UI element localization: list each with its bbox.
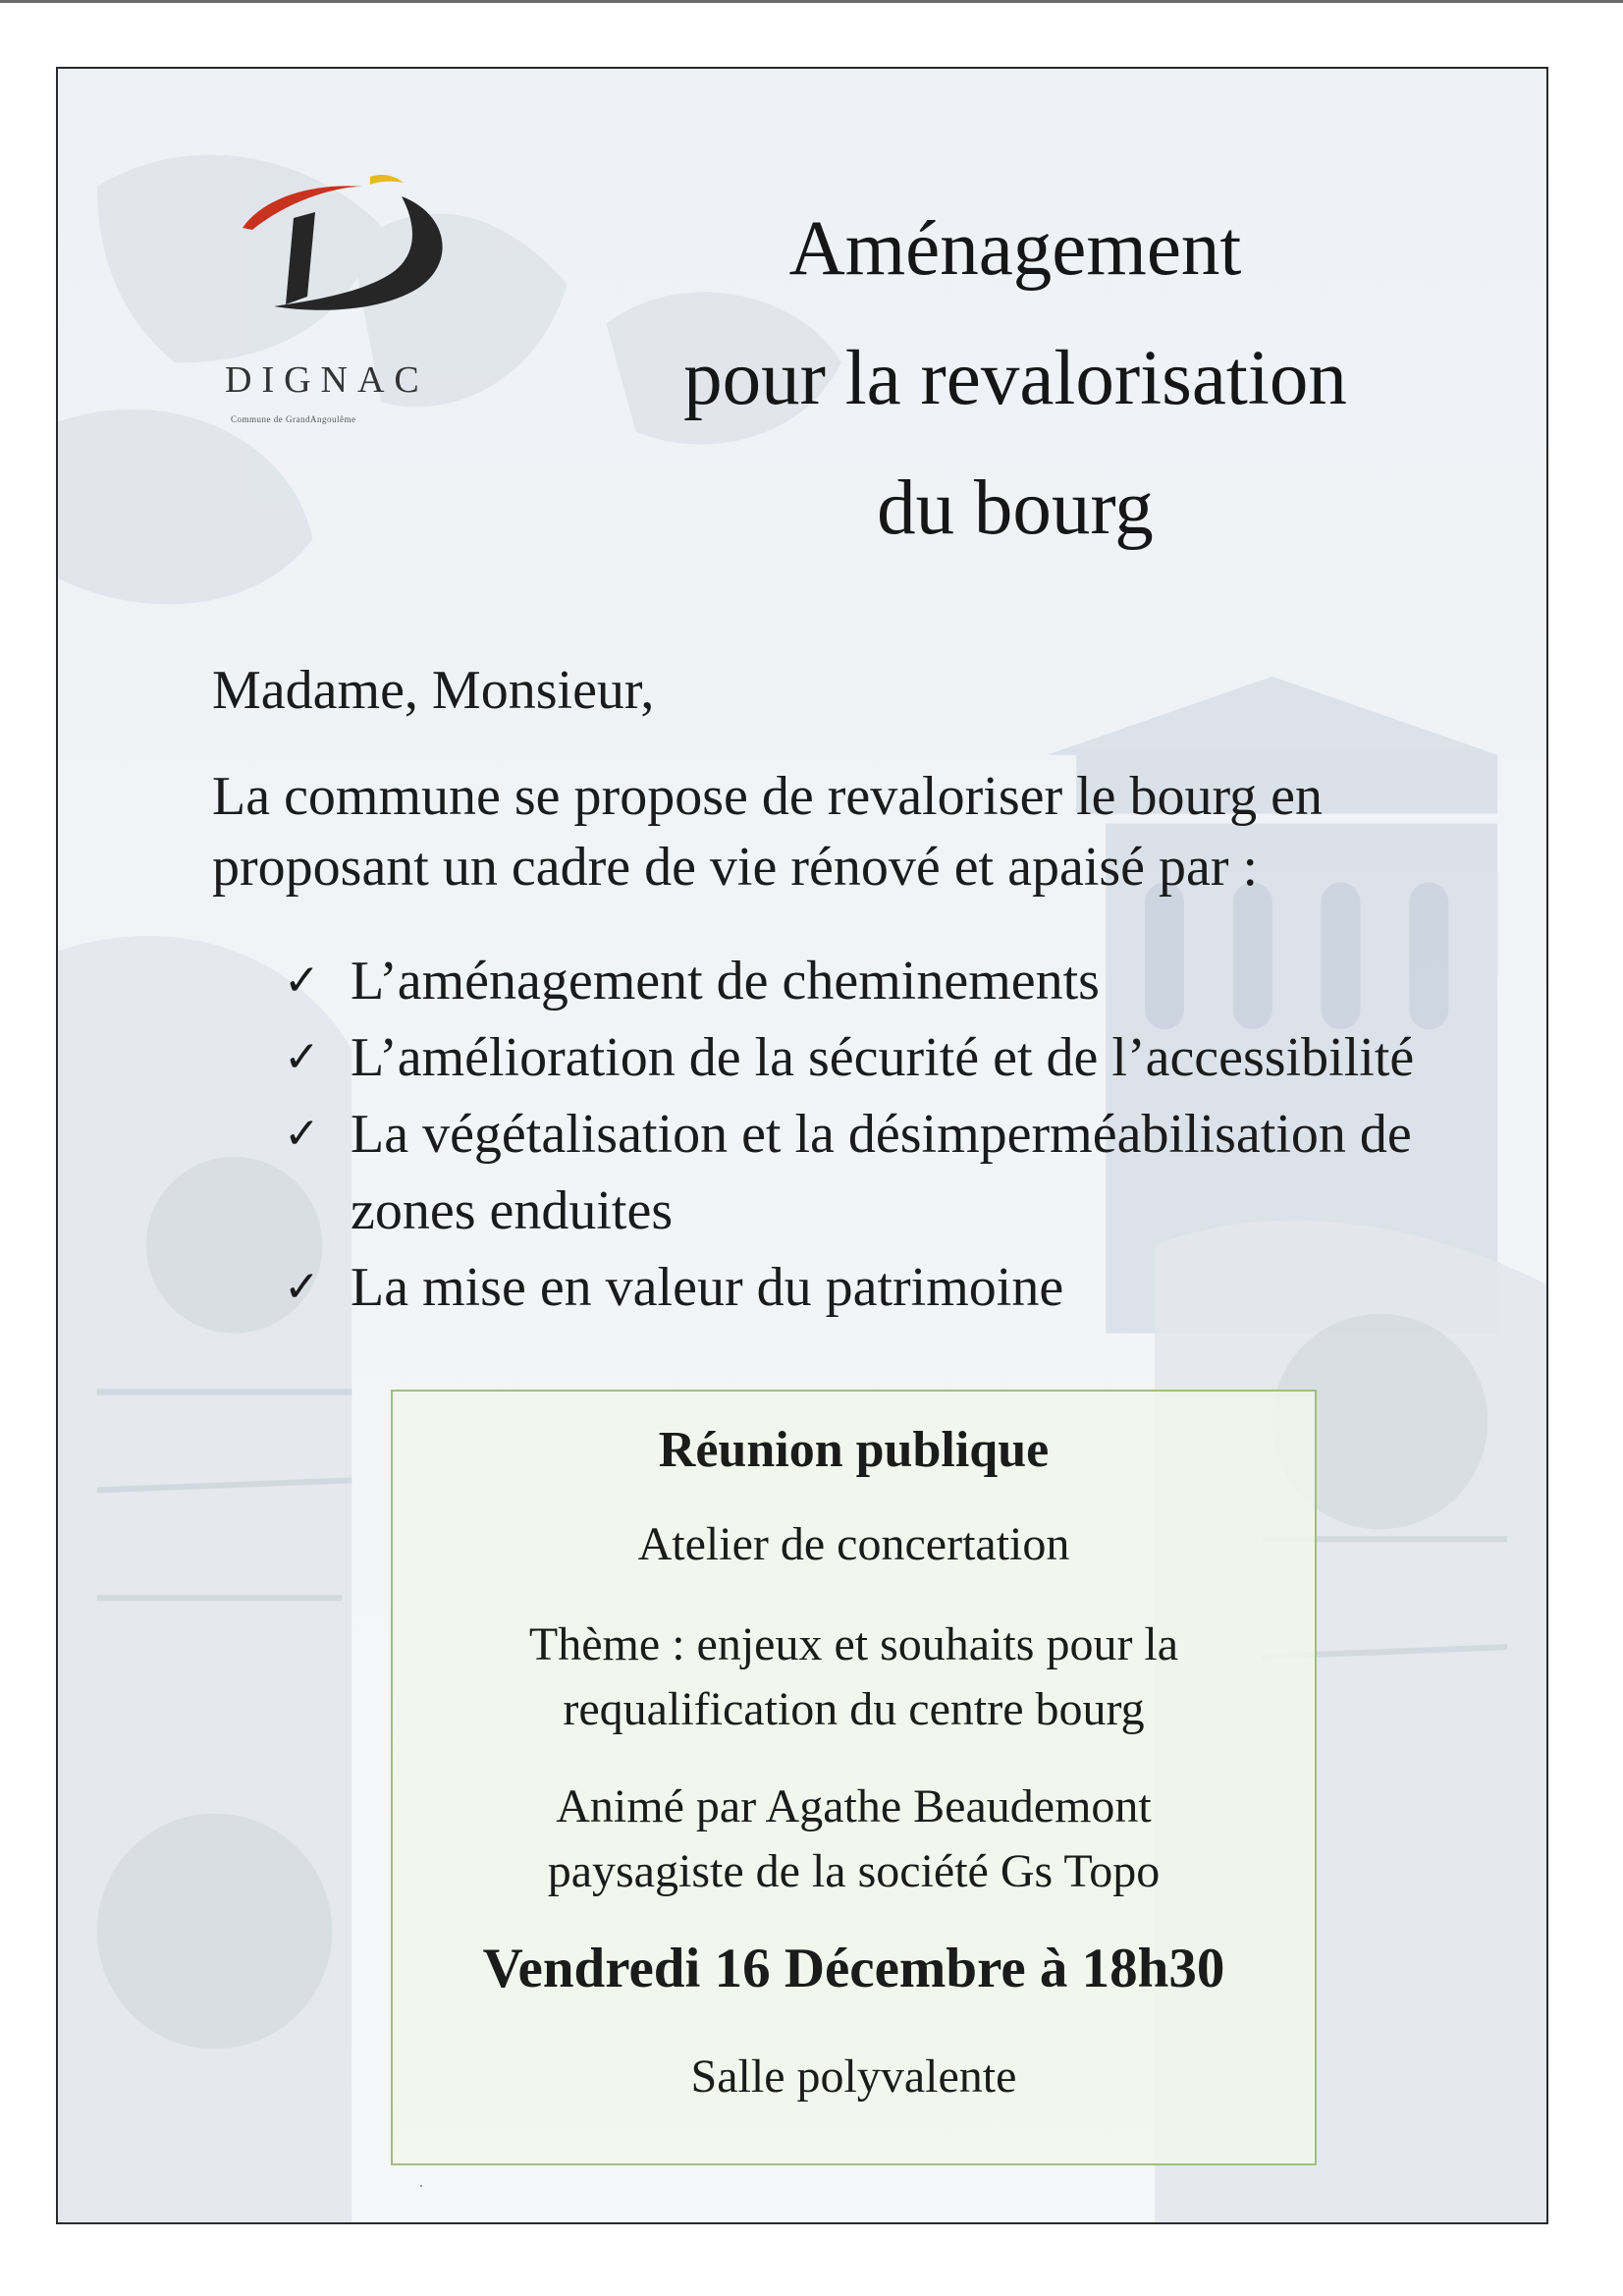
list-item [284,943,1548,1019]
list-item-text-continued: zones enduites [351,1180,674,1241]
flyer-title [529,185,1501,574]
meeting-subtitle: Atelier de concertation [637,1518,1070,1570]
list-item [284,1249,1548,1326]
scan-speck [420,2185,422,2187]
list-item-text: L’aménagement de cheminements [351,951,1100,1011]
title-line-2: pour la revalorisation [683,336,1347,421]
flyer-frame [56,67,1548,2224]
list-item-text: L’amélioration de la sécurité et de l’accessibilité [351,1027,1415,1088]
meeting-theme [393,1613,1315,1742]
list-item-text: La mise en valeur du patrimoine [351,1257,1064,1318]
list-item [284,1019,1548,1096]
checkmark-icon: ✓ [284,1109,320,1159]
meeting-date: Vendredi 16 Décembre à 18h30 [482,1938,1225,1999]
intro-line-2: proposant un cadre de vie rénové et apaisé par : [212,837,1259,898]
intro-line-1: La commune se propose de revaloriser le bourg en [212,766,1324,827]
improvement-list [284,943,1548,1326]
logo-wordmark: DIGNAC [225,359,429,401]
dignac-emblem-icon [225,157,470,354]
meeting-theme-line-1: Thème : enjeux et souhaits pour la [528,1618,1179,1670]
greeting: Madame, Monsieur, [212,660,655,721]
title-line-3: du bourg [877,465,1154,551]
list-item [284,1096,1548,1249]
checkmark-icon: ✓ [284,1262,320,1312]
scan-edge [0,0,1623,3]
meeting-theme-line-2: requalification du centre bourg [563,1683,1145,1735]
meeting-host [393,1775,1315,1904]
meeting-host-line-1: Animé par Agathe Beaudemont [556,1780,1152,1832]
meeting-title: Réunion publique [658,1422,1050,1478]
title-line-1: Aménagement [788,206,1242,292]
public-meeting-box [391,1390,1317,2165]
meeting-place: Salle polyvalente [690,2050,1017,2103]
dignac-logo [166,157,490,422]
logo-subtitle: Commune de GrandAngoulême [231,414,356,424]
list-item-text: La végétalisation et la désimperméabilisation de [351,1104,1412,1165]
intro-paragraph [212,761,1518,902]
checkmark-icon: ✓ [284,1032,320,1082]
checkmark-icon: ✓ [284,956,320,1006]
meeting-host-line-2: paysagiste de la société Gs Topo [547,1845,1161,1897]
